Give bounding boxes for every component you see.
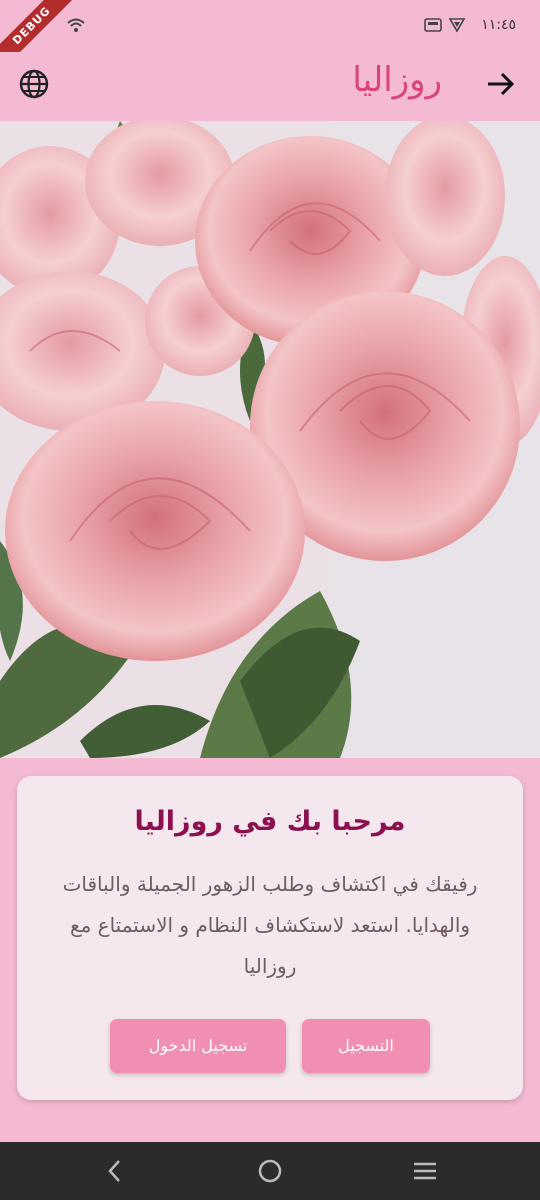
hero-roses-image (0, 121, 540, 758)
welcome-title: مرحبا بك في روزاليا (134, 806, 406, 837)
nav-home-icon[interactable] (255, 1156, 285, 1186)
sim-card-icon (424, 17, 442, 33)
roses-illustration (0, 121, 540, 758)
wifi-icon (66, 17, 86, 33)
app-title: روزاليا (352, 60, 442, 100)
login-button[interactable]: تسجيل الدخول (110, 1019, 286, 1073)
language-globe-icon[interactable] (16, 66, 52, 102)
system-nav-bar (0, 1142, 540, 1200)
vpn-shield-icon (448, 17, 466, 33)
welcome-description: رفيقك في اكتشاف وطلب الزهور الجميلة والباقات والهدايا. استعد لاستكشاف النظام و الاستمتاع مع روزاليا (62, 872, 478, 978)
forward-arrow-icon[interactable] (482, 66, 518, 102)
nav-back-icon[interactable] (100, 1156, 130, 1186)
status-time: ١١:٤٥ (481, 17, 516, 33)
nav-recents-icon[interactable] (410, 1156, 440, 1186)
welcome-card (17, 776, 523, 1100)
register-button[interactable]: التسجيل (302, 1019, 430, 1073)
app-bar (0, 52, 540, 120)
status-bar (0, 0, 540, 52)
debug-banner: DEBUG (0, 0, 81, 75)
